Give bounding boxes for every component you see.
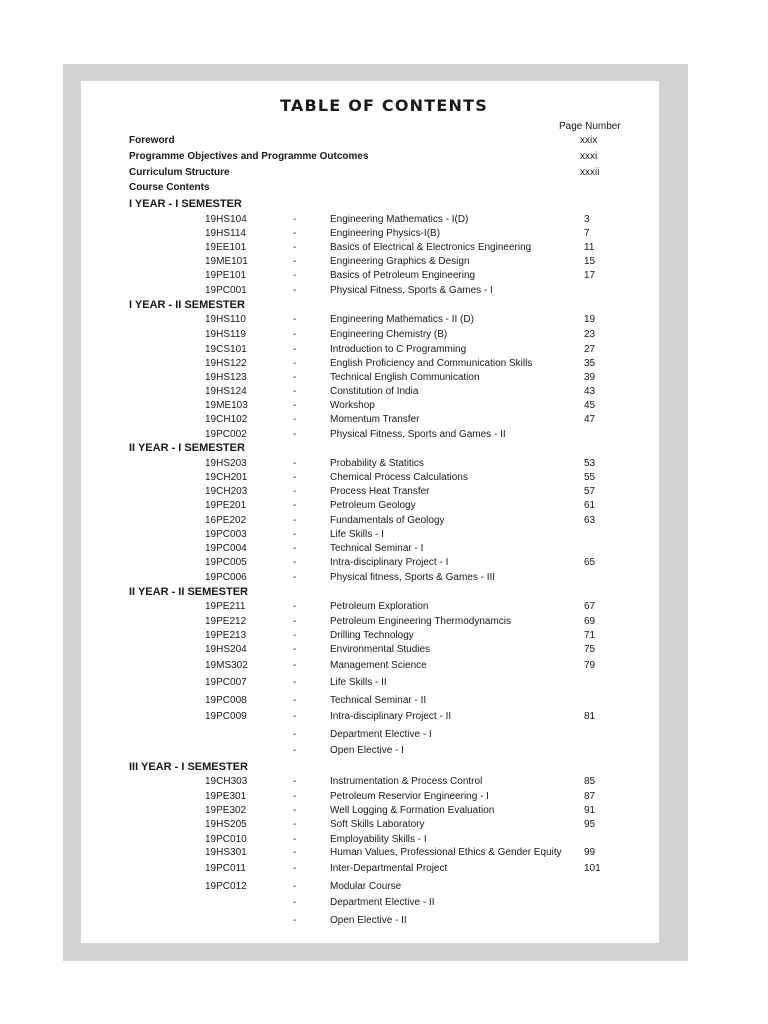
course-code: 19CH203	[205, 486, 248, 497]
course-code: 19PC001	[205, 285, 247, 296]
course-title: Process Heat Transfer	[330, 486, 430, 497]
course-title: Constitution of India	[330, 386, 419, 397]
course-code: 19CH201	[205, 472, 248, 483]
course-page: 71	[584, 630, 596, 641]
course-separator: -	[293, 285, 297, 296]
course-title: Engineering Physics-I(B)	[330, 228, 441, 239]
course-row	[0, 846, 768, 860]
course-separator: -	[293, 543, 297, 554]
semester-title: II YEAR - I SEMESTER	[129, 442, 245, 454]
course-title: Technical Seminar - II	[330, 695, 427, 706]
course-title: Petroleum Reservior Engineering - I	[330, 791, 489, 802]
course-code: 19HS205	[205, 819, 247, 830]
front-matter-page: xxix	[580, 135, 598, 146]
course-title: Engineering Mathematics - II (D)	[330, 314, 474, 325]
course-title: Technical Seminar - I	[330, 543, 424, 554]
semester-title: II YEAR - II SEMESTER	[129, 586, 248, 598]
course-page: 79	[584, 660, 596, 671]
course-title: Open Elective - II	[330, 915, 407, 926]
course-page: 23	[584, 329, 596, 340]
course-page: 95	[584, 819, 596, 830]
course-title: Well Logging & Formation Evaluation	[330, 805, 495, 816]
document-title: TABLE OF CONTENTS	[280, 96, 488, 115]
course-code: 19EE101	[205, 242, 247, 253]
course-code: 19HS204	[205, 644, 247, 655]
front-matter-page: xxxi	[580, 151, 598, 162]
course-page: 39	[584, 372, 596, 383]
front-matter-title: Programme Objectives and Programme Outcomes	[129, 151, 369, 162]
course-title: Intra-disciplinary Project - I	[330, 557, 449, 568]
course-separator: -	[293, 529, 297, 540]
course-row	[0, 728, 768, 742]
course-page: 69	[584, 616, 596, 627]
course-title: Open Elective - I	[330, 745, 404, 756]
course-row	[0, 694, 768, 708]
course-row	[0, 818, 768, 832]
course-code: 19PE101	[205, 270, 247, 281]
course-code: 19HS119	[205, 329, 246, 340]
course-page: 81	[584, 711, 596, 722]
course-row	[0, 710, 768, 724]
course-separator: -	[293, 616, 297, 627]
course-separator: -	[293, 358, 297, 369]
course-page: 15	[584, 256, 596, 267]
course-page: 67	[584, 601, 596, 612]
course-separator: -	[293, 400, 297, 411]
course-row	[0, 914, 768, 928]
semester-title: I YEAR - II SEMESTER	[129, 299, 245, 311]
course-separator: -	[293, 228, 297, 239]
course-title: Chemical Process Calculations	[330, 472, 468, 483]
course-row	[0, 399, 768, 413]
course-row	[0, 255, 768, 269]
course-code: 19PE301	[205, 791, 247, 802]
course-separator: -	[293, 630, 297, 641]
course-page: 19	[584, 314, 596, 325]
course-code: 19ME101	[205, 256, 248, 267]
course-separator: -	[293, 414, 297, 425]
course-page: 65	[584, 557, 596, 568]
course-title: Human Values, Professional Ethics & Gender Equity	[330, 847, 562, 858]
course-title: Basics of Petroleum Engineering	[330, 270, 476, 281]
course-title: Inter-Departmental Project	[330, 863, 448, 874]
course-separator: -	[293, 729, 297, 740]
course-title: Momentum Transfer	[330, 414, 420, 425]
course-page: 7	[584, 228, 590, 239]
course-title: Technical English Communication	[330, 372, 480, 383]
course-code: 19PC005	[205, 557, 247, 568]
course-title: Fundamentals of Geology	[330, 515, 445, 526]
course-code: 19HS104	[205, 214, 247, 225]
course-row	[0, 744, 768, 758]
course-code: 19PE212	[205, 616, 247, 627]
course-page: 55	[584, 472, 596, 483]
semester-heading	[0, 585, 768, 599]
course-separator: -	[293, 863, 297, 874]
course-code: 19ME103	[205, 400, 248, 411]
front-matter-title: Curriculum Structure	[129, 167, 230, 178]
course-code: 19HS124	[205, 386, 247, 397]
course-separator: -	[293, 791, 297, 802]
course-row	[0, 542, 768, 556]
course-row	[0, 284, 768, 298]
course-title: Engineering Mathematics - I(D)	[330, 214, 469, 225]
course-page: 11	[584, 242, 595, 253]
course-row	[0, 357, 768, 371]
course-separator: -	[293, 256, 297, 267]
course-row	[0, 659, 768, 673]
course-code: 19HS110	[205, 314, 246, 325]
course-row	[0, 385, 768, 399]
course-separator: -	[293, 386, 297, 397]
course-row	[0, 227, 768, 241]
course-row	[0, 571, 768, 585]
course-code: 19PC010	[205, 834, 247, 845]
course-title: Environmental Studies	[330, 644, 431, 655]
front-matter-row	[0, 150, 768, 164]
course-title: Petroleum Exploration	[330, 601, 429, 612]
course-page: 43	[584, 386, 596, 397]
course-title: Introduction to C Programming	[330, 344, 467, 355]
course-separator: -	[293, 745, 297, 756]
course-row	[0, 213, 768, 227]
course-separator: -	[293, 486, 297, 497]
course-code: 19PE302	[205, 805, 247, 816]
course-title: Physical Fitness, Sports and Games - II	[330, 429, 506, 440]
course-separator: -	[293, 834, 297, 845]
course-row	[0, 241, 768, 255]
course-page: 17	[584, 270, 596, 281]
course-separator: -	[293, 881, 297, 892]
course-page: 47	[584, 414, 596, 425]
page-number-header: Page Number	[559, 121, 621, 132]
front-matter-row	[0, 134, 768, 148]
course-row	[0, 457, 768, 471]
course-separator: -	[293, 314, 297, 325]
course-title: Basics of Electrical & Electronics Engineering	[330, 242, 532, 253]
course-code: 19PC007	[205, 677, 247, 688]
course-code: 19HS301	[205, 847, 247, 858]
course-separator: -	[293, 472, 297, 483]
course-row	[0, 676, 768, 690]
course-separator: -	[293, 458, 297, 469]
course-row	[0, 328, 768, 342]
course-separator: -	[293, 695, 297, 706]
course-code: 19PC008	[205, 695, 247, 706]
course-code: 19HS123	[205, 372, 247, 383]
course-page: 99	[584, 847, 596, 858]
course-title: Physical Fitness, Sports & Games - I	[330, 285, 493, 296]
semester-heading	[0, 298, 768, 312]
course-page: 61	[584, 500, 596, 511]
course-title: Physical fitness, Sports & Games - III	[330, 572, 496, 583]
course-title: Management Science	[330, 660, 427, 671]
course-row	[0, 790, 768, 804]
course-row	[0, 862, 768, 876]
course-title: Employability Skills - I	[330, 834, 427, 845]
course-separator: -	[293, 515, 297, 526]
course-code: 19HS203	[205, 458, 247, 469]
course-row	[0, 643, 768, 657]
course-page: 85	[584, 776, 596, 787]
front-matter-title: Foreword	[129, 135, 175, 146]
course-row	[0, 615, 768, 629]
course-page: 75	[584, 644, 596, 655]
course-page: 101	[584, 863, 601, 874]
course-title: Drilling Technology	[330, 630, 414, 641]
course-separator: -	[293, 572, 297, 583]
course-page: 57	[584, 486, 596, 497]
course-code: 19PC011	[205, 863, 246, 874]
course-code: 16PE202	[205, 515, 247, 526]
course-separator: -	[293, 776, 297, 787]
course-code: 19CH303	[205, 776, 248, 787]
course-code: 19PC009	[205, 711, 247, 722]
course-separator: -	[293, 214, 297, 225]
course-page: 3	[584, 214, 590, 225]
front-matter-title: Course Contents	[129, 182, 210, 193]
semester-heading	[0, 760, 768, 774]
course-title: Life Skills - II	[330, 677, 387, 688]
course-title: Petroleum Engineering Thermodynamcis	[330, 616, 512, 627]
course-page: 53	[584, 458, 596, 469]
course-title: English Proficiency and Communication Skills	[330, 358, 533, 369]
course-row	[0, 428, 768, 442]
course-row	[0, 371, 768, 385]
course-row	[0, 313, 768, 327]
course-code: 19HS122	[205, 358, 247, 369]
course-separator: -	[293, 847, 297, 858]
front-matter-page: xxxii	[580, 167, 600, 178]
course-page: 63	[584, 515, 596, 526]
course-code: 19CH102	[205, 414, 248, 425]
front-matter-row	[0, 166, 768, 180]
semester-title: III YEAR - I SEMESTER	[129, 761, 248, 773]
course-page: 27	[584, 344, 596, 355]
course-title: Department Elective - II	[330, 897, 435, 908]
semester-title: I YEAR - I SEMESTER	[129, 198, 242, 210]
course-separator: -	[293, 897, 297, 908]
semester-heading	[0, 197, 768, 211]
course-title: Probability & Statitics	[330, 458, 424, 469]
course-title: Life Skills - I	[330, 529, 384, 540]
course-code: 19PC003	[205, 529, 247, 540]
course-separator: -	[293, 270, 297, 281]
course-separator: -	[293, 429, 297, 440]
course-row	[0, 775, 768, 789]
course-code: 19CS101	[205, 344, 247, 355]
course-row	[0, 833, 768, 847]
course-separator: -	[293, 329, 297, 340]
course-separator: -	[293, 601, 297, 612]
course-title: Modular Course	[330, 881, 402, 892]
course-title: Engineering Chemistry (B)	[330, 329, 448, 340]
course-code: 19PC012	[205, 881, 247, 892]
course-code: 19HS114	[205, 228, 246, 239]
course-row	[0, 343, 768, 357]
course-page: 87	[584, 791, 596, 802]
course-code: 19PE211	[205, 601, 246, 612]
course-separator: -	[293, 372, 297, 383]
course-page: 35	[584, 358, 596, 369]
course-separator: -	[293, 242, 297, 253]
course-row	[0, 600, 768, 614]
course-row	[0, 556, 768, 570]
course-page: 45	[584, 400, 596, 411]
course-title: Workshop	[330, 400, 375, 411]
course-separator: -	[293, 500, 297, 511]
course-row	[0, 499, 768, 513]
course-row	[0, 485, 768, 499]
course-row	[0, 514, 768, 528]
course-code: 19PC006	[205, 572, 247, 583]
course-row	[0, 471, 768, 485]
course-separator: -	[293, 644, 297, 655]
course-separator: -	[293, 660, 297, 671]
course-row	[0, 804, 768, 818]
course-separator: -	[293, 344, 297, 355]
course-separator: -	[293, 711, 297, 722]
course-title: Petroleum Geology	[330, 500, 416, 511]
course-row	[0, 880, 768, 894]
course-separator: -	[293, 819, 297, 830]
course-title: Engineering Graphics & Design	[330, 256, 470, 267]
course-row	[0, 629, 768, 643]
course-separator: -	[293, 677, 297, 688]
course-title: Soft Skills Laboratory	[330, 819, 425, 830]
course-code: 19PC002	[205, 429, 247, 440]
course-code: 19PE213	[205, 630, 247, 641]
course-row	[0, 269, 768, 283]
course-code: 19PE201	[205, 500, 247, 511]
semester-heading	[0, 441, 768, 455]
course-code: 19MS302	[205, 660, 248, 671]
front-matter-row	[0, 181, 768, 195]
course-separator: -	[293, 805, 297, 816]
course-row	[0, 896, 768, 910]
course-separator: -	[293, 915, 297, 926]
course-title: Instrumentation & Process Control	[330, 776, 483, 787]
course-separator: -	[293, 557, 297, 568]
course-title: Intra-disciplinary Project - II	[330, 711, 452, 722]
course-page: 91	[584, 805, 596, 816]
course-row	[0, 413, 768, 427]
course-code: 19PC004	[205, 543, 247, 554]
course-row	[0, 528, 768, 542]
course-title: Department Elective - I	[330, 729, 432, 740]
